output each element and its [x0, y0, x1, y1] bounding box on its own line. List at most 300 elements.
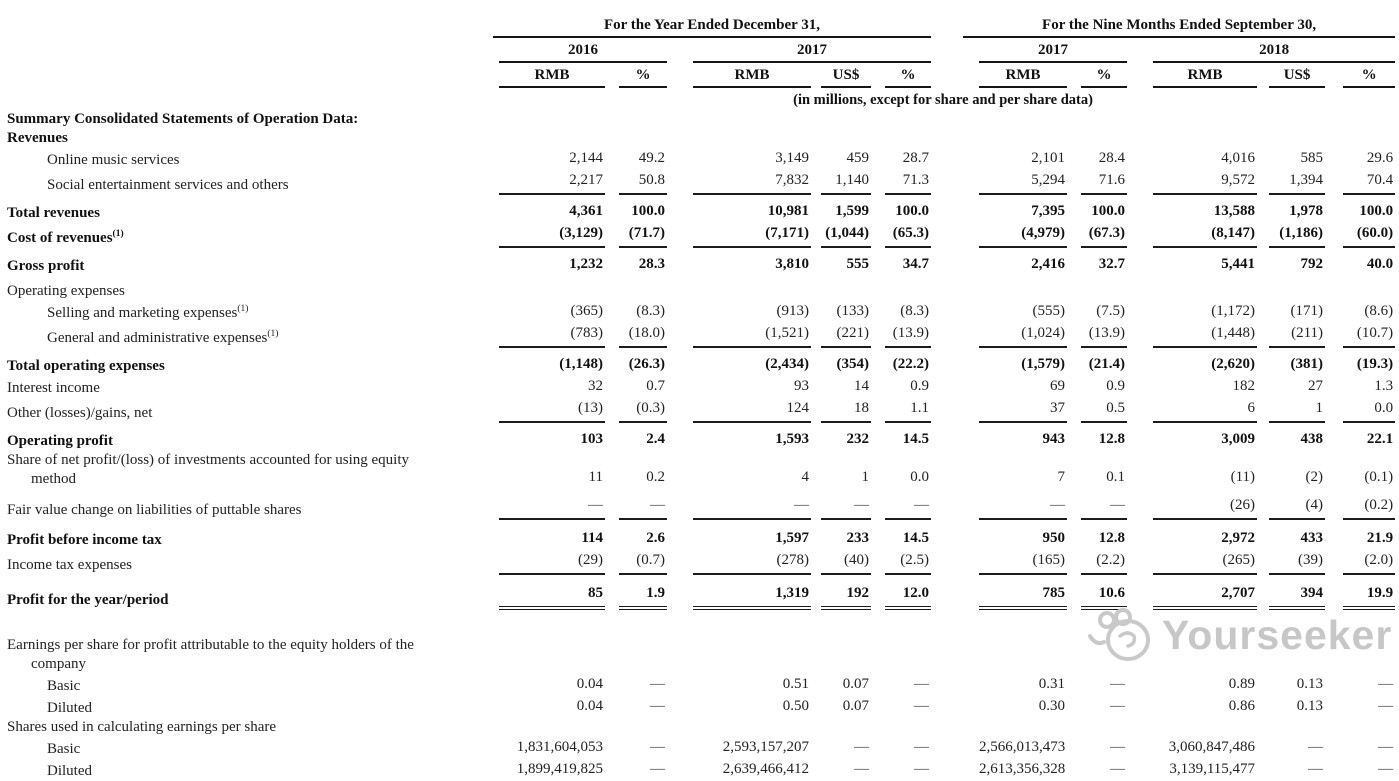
- value-cell: 1,831,604,053: [516, 739, 603, 755]
- value-cell: 7: [1057, 469, 1066, 485]
- table-row: [3, 423, 1395, 451]
- row-label: Other (losses)/gains, net: [7, 405, 153, 421]
- col-header: %: [1067, 63, 1127, 88]
- value-cell: 0.7: [646, 378, 665, 394]
- value-cell: 2.6: [646, 530, 665, 546]
- value-cell: [605, 129, 667, 148]
- value-cell: —: [1110, 739, 1126, 755]
- row-label: Social entertainment services and others: [47, 177, 289, 193]
- value-cell: [1067, 276, 1127, 301]
- row-label: Operating profit: [7, 433, 113, 449]
- value-cell: 0.0: [1325, 398, 1395, 423]
- table-row: [3, 170, 1395, 195]
- value-cell: (1,186): [1257, 223, 1325, 248]
- group-gap: [931, 223, 963, 248]
- value-cell: —: [650, 739, 665, 755]
- group-gap: [931, 348, 963, 376]
- value-cell: 12.0: [871, 575, 931, 610]
- value-cell: (13.9): [871, 323, 931, 348]
- value-cell: 32.7: [1098, 256, 1126, 272]
- value-cell: 10,981: [767, 203, 809, 219]
- value-cell: 182: [1232, 378, 1256, 394]
- value-cell: 37: [963, 398, 1067, 423]
- row-label: Online music services: [47, 152, 180, 168]
- value-cell: [871, 129, 931, 148]
- value-cell: 70.4: [1325, 170, 1395, 195]
- table-row: [3, 195, 1395, 223]
- value-cell: [1257, 718, 1325, 737]
- table-row: [3, 276, 1395, 301]
- row-label: Profit before income tax: [7, 532, 162, 548]
- group-gap: [931, 610, 963, 674]
- value-cell: [1127, 610, 1257, 674]
- table-row: [3, 248, 1395, 276]
- period-group-row: [3, 10, 1395, 38]
- value-cell: —: [1378, 761, 1394, 777]
- value-cell: (1,024): [963, 323, 1067, 348]
- row-label: General and administrative expenses$^{(1)}$: [47, 329, 279, 346]
- value-cell: 19.9: [1325, 575, 1395, 610]
- value-cell: 14: [854, 378, 869, 394]
- value-cell: 103: [580, 431, 603, 447]
- value-cell: (1,044): [811, 223, 871, 248]
- value-cell: [1067, 718, 1127, 737]
- value-cell: —: [667, 489, 811, 520]
- value-cell: [1325, 718, 1395, 737]
- value-cell: (13): [491, 398, 605, 423]
- value-cell: (1,579): [1021, 356, 1066, 372]
- value-cell: 233: [846, 530, 869, 546]
- value-cell: 2,144: [569, 150, 603, 166]
- group-gap: [931, 301, 963, 323]
- value-cell: 1,599: [835, 203, 869, 219]
- value-cell: 0.9: [1106, 378, 1126, 394]
- table-body: [3, 110, 1395, 781]
- value-cell: 2,613,356,328: [979, 761, 1066, 777]
- value-cell: (783): [491, 323, 605, 348]
- value-cell: 28.3: [638, 256, 665, 272]
- value-cell: —: [1378, 739, 1394, 755]
- table-row: [3, 110, 1395, 129]
- row-label: Operating expenses: [7, 283, 125, 299]
- value-cell: [1127, 276, 1257, 301]
- value-cell: [1325, 276, 1395, 301]
- row-label: Summary Consolidated Statements of Operation Data:: [7, 111, 359, 127]
- value-cell: 7,832: [667, 170, 811, 195]
- value-cell: [491, 110, 605, 129]
- value-cell: 4,361: [569, 203, 603, 219]
- value-cell: 555: [846, 256, 869, 272]
- value-cell: (0.3): [605, 398, 667, 423]
- value-cell: [1257, 129, 1325, 148]
- table-row: [3, 520, 1395, 550]
- group-year-ended: [491, 10, 931, 38]
- value-cell: [1067, 610, 1127, 674]
- row-label: Earnings per share for profit attributable to the equity holders of the company: [7, 637, 414, 672]
- value-cell: 12.8: [1098, 530, 1126, 546]
- group-gap: [931, 170, 963, 195]
- value-cell: 1,899,419,825: [516, 761, 603, 777]
- value-cell: [1127, 110, 1257, 129]
- value-cell: 459: [846, 150, 869, 166]
- value-cell: [1257, 110, 1325, 129]
- value-cell: —: [963, 489, 1067, 520]
- value-cell: (211): [1257, 323, 1325, 348]
- value-cell: 1: [1257, 398, 1325, 423]
- value-cell: 0.13: [1296, 676, 1324, 692]
- table-row: [3, 223, 1395, 248]
- unit-note-row: [3, 88, 1395, 110]
- value-cell: [1067, 129, 1127, 148]
- value-cell: —: [871, 489, 931, 520]
- group-gap: [931, 423, 963, 451]
- value-cell: 11: [588, 469, 603, 485]
- group-gap: [931, 110, 963, 129]
- col-header: RMB: [491, 63, 605, 88]
- value-cell: [491, 610, 605, 674]
- value-cell: 1.1: [871, 398, 931, 423]
- value-cell: (7.5): [1096, 303, 1126, 319]
- financial-summary-table: [3, 10, 1395, 781]
- row-label: Total revenues: [7, 205, 100, 221]
- value-cell: —: [1067, 489, 1127, 520]
- value-cell: —: [1110, 761, 1126, 777]
- group-nine-months: [963, 10, 1395, 38]
- value-cell: —: [650, 761, 665, 777]
- value-cell: 1: [861, 469, 869, 485]
- col-header: RMB: [1127, 63, 1257, 88]
- value-cell: (19.3): [1356, 356, 1394, 372]
- table-row: [3, 301, 1395, 323]
- value-cell: 0.51: [782, 676, 809, 692]
- value-cell: (4): [1257, 489, 1325, 520]
- value-cell: 0.30: [1038, 698, 1066, 714]
- row-label: Diluted: [47, 700, 92, 716]
- value-cell: (22.2): [892, 356, 930, 372]
- value-cell: [871, 610, 931, 674]
- value-cell: 0.0: [910, 469, 930, 485]
- value-cell: [1325, 110, 1395, 129]
- value-cell: 0.13: [1296, 698, 1324, 714]
- group-gap: [931, 376, 963, 398]
- value-cell: (67.3): [1067, 223, 1127, 248]
- value-cell: [963, 610, 1067, 674]
- value-cell: [667, 718, 811, 737]
- value-cell: 0.89: [1228, 676, 1256, 692]
- row-label: Revenues: [7, 130, 68, 146]
- group-gap: [931, 398, 963, 423]
- value-cell: 0.07: [842, 676, 869, 692]
- value-cell: [605, 276, 667, 301]
- value-cell: 1,593: [775, 431, 809, 447]
- row-label: Cost of revenues$^{(1)}$: [7, 229, 124, 246]
- group-gap: [931, 148, 963, 170]
- value-cell: [1325, 129, 1395, 148]
- value-cell: 943: [1042, 431, 1066, 447]
- col-header: %: [605, 63, 667, 88]
- value-cell: —: [605, 489, 667, 520]
- value-cell: (2): [1305, 469, 1324, 485]
- value-cell: [811, 276, 871, 301]
- value-cell: 28.7: [902, 150, 930, 166]
- table-row: [3, 718, 1395, 737]
- value-cell: 100.0: [1359, 203, 1394, 219]
- col-header: %: [1325, 63, 1395, 88]
- value-cell: —: [1308, 739, 1324, 755]
- table-row: [3, 398, 1395, 423]
- group-gap: [931, 10, 963, 38]
- value-cell: —: [914, 698, 930, 714]
- value-cell: 1,394: [1257, 170, 1325, 195]
- value-cell: 14.5: [902, 431, 930, 447]
- value-cell: [811, 718, 871, 737]
- value-cell: (2.5): [871, 550, 931, 575]
- value-cell: 93: [794, 378, 809, 394]
- value-cell: (26): [1127, 489, 1257, 520]
- value-cell: [811, 129, 871, 148]
- group-nine-months-label: For the Nine Months Ended September 30,: [963, 16, 1395, 38]
- value-cell: 2,972: [1221, 530, 1256, 546]
- value-cell: [1127, 718, 1257, 737]
- value-cell: 100.0: [1091, 203, 1126, 219]
- value-cell: [963, 718, 1067, 737]
- value-cell: (39): [1257, 550, 1325, 575]
- value-cell: [605, 718, 667, 737]
- value-cell: (8.6): [1364, 303, 1394, 319]
- group-gap: [931, 737, 963, 759]
- value-cell: 32: [588, 378, 603, 394]
- value-cell: 1,319: [667, 575, 811, 610]
- value-cell: 29.6: [1366, 150, 1394, 166]
- value-cell: (8.3): [900, 303, 930, 319]
- value-cell: 585: [1300, 150, 1324, 166]
- watermark-text: Yourseeker: [1162, 611, 1393, 658]
- value-cell: 1,232: [569, 256, 603, 272]
- value-cell: (71.7): [605, 223, 667, 248]
- group-gap: [931, 248, 963, 276]
- value-cell: (2,434): [765, 356, 809, 372]
- value-cell: (381): [1290, 356, 1324, 372]
- table-row: [3, 489, 1395, 520]
- value-cell: 2,217: [491, 170, 605, 195]
- value-cell: [667, 110, 811, 129]
- value-cell: (265): [1127, 550, 1257, 575]
- value-cell: (8,147): [1127, 223, 1257, 248]
- group-gap: [931, 276, 963, 301]
- value-cell: 14.5: [902, 530, 930, 546]
- value-cell: 0.07: [842, 698, 869, 714]
- value-cell: (11): [1230, 469, 1256, 485]
- value-cell: 22.1: [1366, 431, 1394, 447]
- value-cell: 232: [846, 431, 869, 447]
- group-gap: [931, 674, 963, 696]
- value-cell: 71.3: [871, 170, 931, 195]
- row-label: Selling and marketing expenses$^{(1)}$: [47, 304, 249, 321]
- value-cell: (354): [836, 356, 869, 372]
- value-cell: 2,639,466,412: [722, 761, 809, 777]
- group-gap: [931, 129, 963, 148]
- value-cell: [871, 276, 931, 301]
- value-cell: (40): [811, 550, 871, 575]
- table-row: [3, 674, 1395, 696]
- row-label: Total operating expenses: [7, 358, 165, 374]
- table-row: [3, 348, 1395, 376]
- value-cell: 4: [801, 469, 809, 485]
- value-cell: 2,101: [1031, 150, 1066, 166]
- value-cell: —: [1378, 698, 1394, 714]
- value-cell: [605, 110, 667, 129]
- group-gap: [931, 323, 963, 348]
- value-cell: [491, 129, 605, 148]
- col-header: RMB: [963, 63, 1067, 88]
- header-spacer: [3, 88, 491, 110]
- value-cell: [605, 610, 667, 674]
- row-label: Shares used in calculating earnings per share: [7, 719, 277, 735]
- value-cell: (221): [811, 323, 871, 348]
- col-header: US$: [811, 63, 871, 88]
- value-cell: (60.0): [1325, 223, 1395, 248]
- value-cell: 85: [491, 575, 605, 610]
- group-gap: [931, 38, 963, 63]
- value-cell: 1.3: [1374, 378, 1394, 394]
- value-cell: 2,566,013,473: [979, 739, 1066, 755]
- value-cell: 3,009: [1221, 431, 1256, 447]
- value-cell: —: [1378, 676, 1394, 692]
- value-cell: (65.3): [871, 223, 931, 248]
- value-cell: [1257, 610, 1325, 674]
- value-cell: (133): [836, 303, 869, 319]
- row-label: Gross profit: [7, 258, 85, 274]
- value-cell: 18: [811, 398, 871, 423]
- value-cell: (913): [776, 303, 809, 319]
- row-label: Basic: [47, 741, 81, 757]
- row-label: Share of net profit/(loss) of investments accounted for using equity method: [7, 452, 409, 487]
- value-cell: (1,448): [1127, 323, 1257, 348]
- value-cell: 27: [1308, 378, 1324, 394]
- value-cell: 13,588: [1213, 203, 1256, 219]
- group-gap: [931, 63, 963, 88]
- value-cell: (18.0): [605, 323, 667, 348]
- value-cell: 100.0: [895, 203, 930, 219]
- value-cell: [1127, 129, 1257, 148]
- value-cell: (2,620): [1211, 356, 1256, 372]
- value-cell: (365): [570, 303, 603, 319]
- table-row: [3, 737, 1395, 759]
- group-gap: [931, 759, 963, 781]
- value-cell: 0.04: [576, 676, 603, 692]
- value-cell: [811, 610, 871, 674]
- year-row: [3, 38, 1395, 63]
- group-year-ended-label: For the Year Ended December 31,: [493, 16, 931, 38]
- value-cell: 34.7: [902, 256, 930, 272]
- row-label: Income tax expenses: [7, 557, 132, 573]
- group-gap: [931, 575, 963, 610]
- value-cell: [811, 110, 871, 129]
- value-cell: 9,572: [1127, 170, 1257, 195]
- year-2016: 2016: [491, 38, 667, 63]
- value-cell: 100.0: [631, 203, 665, 219]
- value-cell: 0.1: [1106, 469, 1126, 485]
- table-row: [3, 323, 1395, 348]
- value-cell: (26.3): [628, 356, 665, 372]
- col-header: %: [871, 63, 931, 88]
- value-cell: 0.5: [1067, 398, 1127, 423]
- value-cell: (278): [667, 550, 811, 575]
- table-row: [3, 376, 1395, 398]
- value-cell: (29): [491, 550, 605, 575]
- value-cell: 12.8: [1098, 431, 1126, 447]
- value-cell: (165): [963, 550, 1067, 575]
- value-cell: 3,810: [775, 256, 809, 272]
- value-cell: 2,707: [1127, 575, 1257, 610]
- value-cell: [491, 718, 605, 737]
- value-cell: [963, 276, 1067, 301]
- value-cell: 0.86: [1228, 698, 1256, 714]
- value-cell: [963, 129, 1067, 148]
- group-gap: [931, 451, 963, 489]
- value-cell: 6: [1127, 398, 1257, 423]
- value-cell: (13.9): [1067, 323, 1127, 348]
- value-cell: (21.4): [1088, 356, 1126, 372]
- value-cell: (555): [1032, 303, 1066, 319]
- value-cell: (7,171): [667, 223, 811, 248]
- value-cell: —: [491, 489, 605, 520]
- value-cell: 69: [1050, 378, 1066, 394]
- value-cell: [1325, 610, 1395, 674]
- value-cell: —: [1110, 676, 1126, 692]
- table-row: [3, 759, 1395, 781]
- value-cell: [871, 110, 931, 129]
- value-cell: 792: [1300, 256, 1324, 272]
- col-header: US$: [1257, 63, 1325, 88]
- value-cell: —: [854, 739, 869, 755]
- value-cell: 40.0: [1366, 256, 1394, 272]
- value-cell: (2.2): [1067, 550, 1127, 575]
- row-label: Profit for the year/period: [7, 592, 169, 608]
- value-cell: (0.1): [1364, 469, 1394, 485]
- value-cell: 21.9: [1366, 530, 1394, 546]
- year-2017-nine-months: 2017: [963, 38, 1127, 63]
- currency-row: [3, 63, 1395, 88]
- value-cell: (0.2): [1325, 489, 1395, 520]
- value-cell: 2.4: [646, 431, 665, 447]
- value-cell: 950: [1042, 530, 1066, 546]
- value-cell: —: [854, 761, 869, 777]
- value-cell: (4,979): [963, 223, 1067, 248]
- value-cell: —: [1308, 761, 1324, 777]
- value-cell: 433: [1300, 530, 1324, 546]
- group-gap: [931, 520, 963, 550]
- value-cell: (0.7): [605, 550, 667, 575]
- value-cell: 0.31: [1038, 676, 1066, 692]
- value-cell: 49.2: [638, 150, 665, 166]
- group-gap: [931, 550, 963, 575]
- unit-note-cell: [491, 88, 1395, 110]
- year-2017: 2017: [667, 38, 931, 63]
- value-cell: [667, 276, 811, 301]
- group-gap: [931, 696, 963, 718]
- value-cell: 785: [963, 575, 1067, 610]
- value-cell: [491, 276, 605, 301]
- value-cell: —: [650, 698, 665, 714]
- table-row: [3, 550, 1395, 575]
- row-label: Fair value change on liabilities of puttable shares: [7, 502, 302, 518]
- table-row: [3, 696, 1395, 718]
- col-header: RMB: [667, 63, 811, 88]
- table-row: [3, 575, 1395, 610]
- value-cell: 3,139,115,477: [1169, 761, 1256, 777]
- table-header: [3, 10, 1395, 110]
